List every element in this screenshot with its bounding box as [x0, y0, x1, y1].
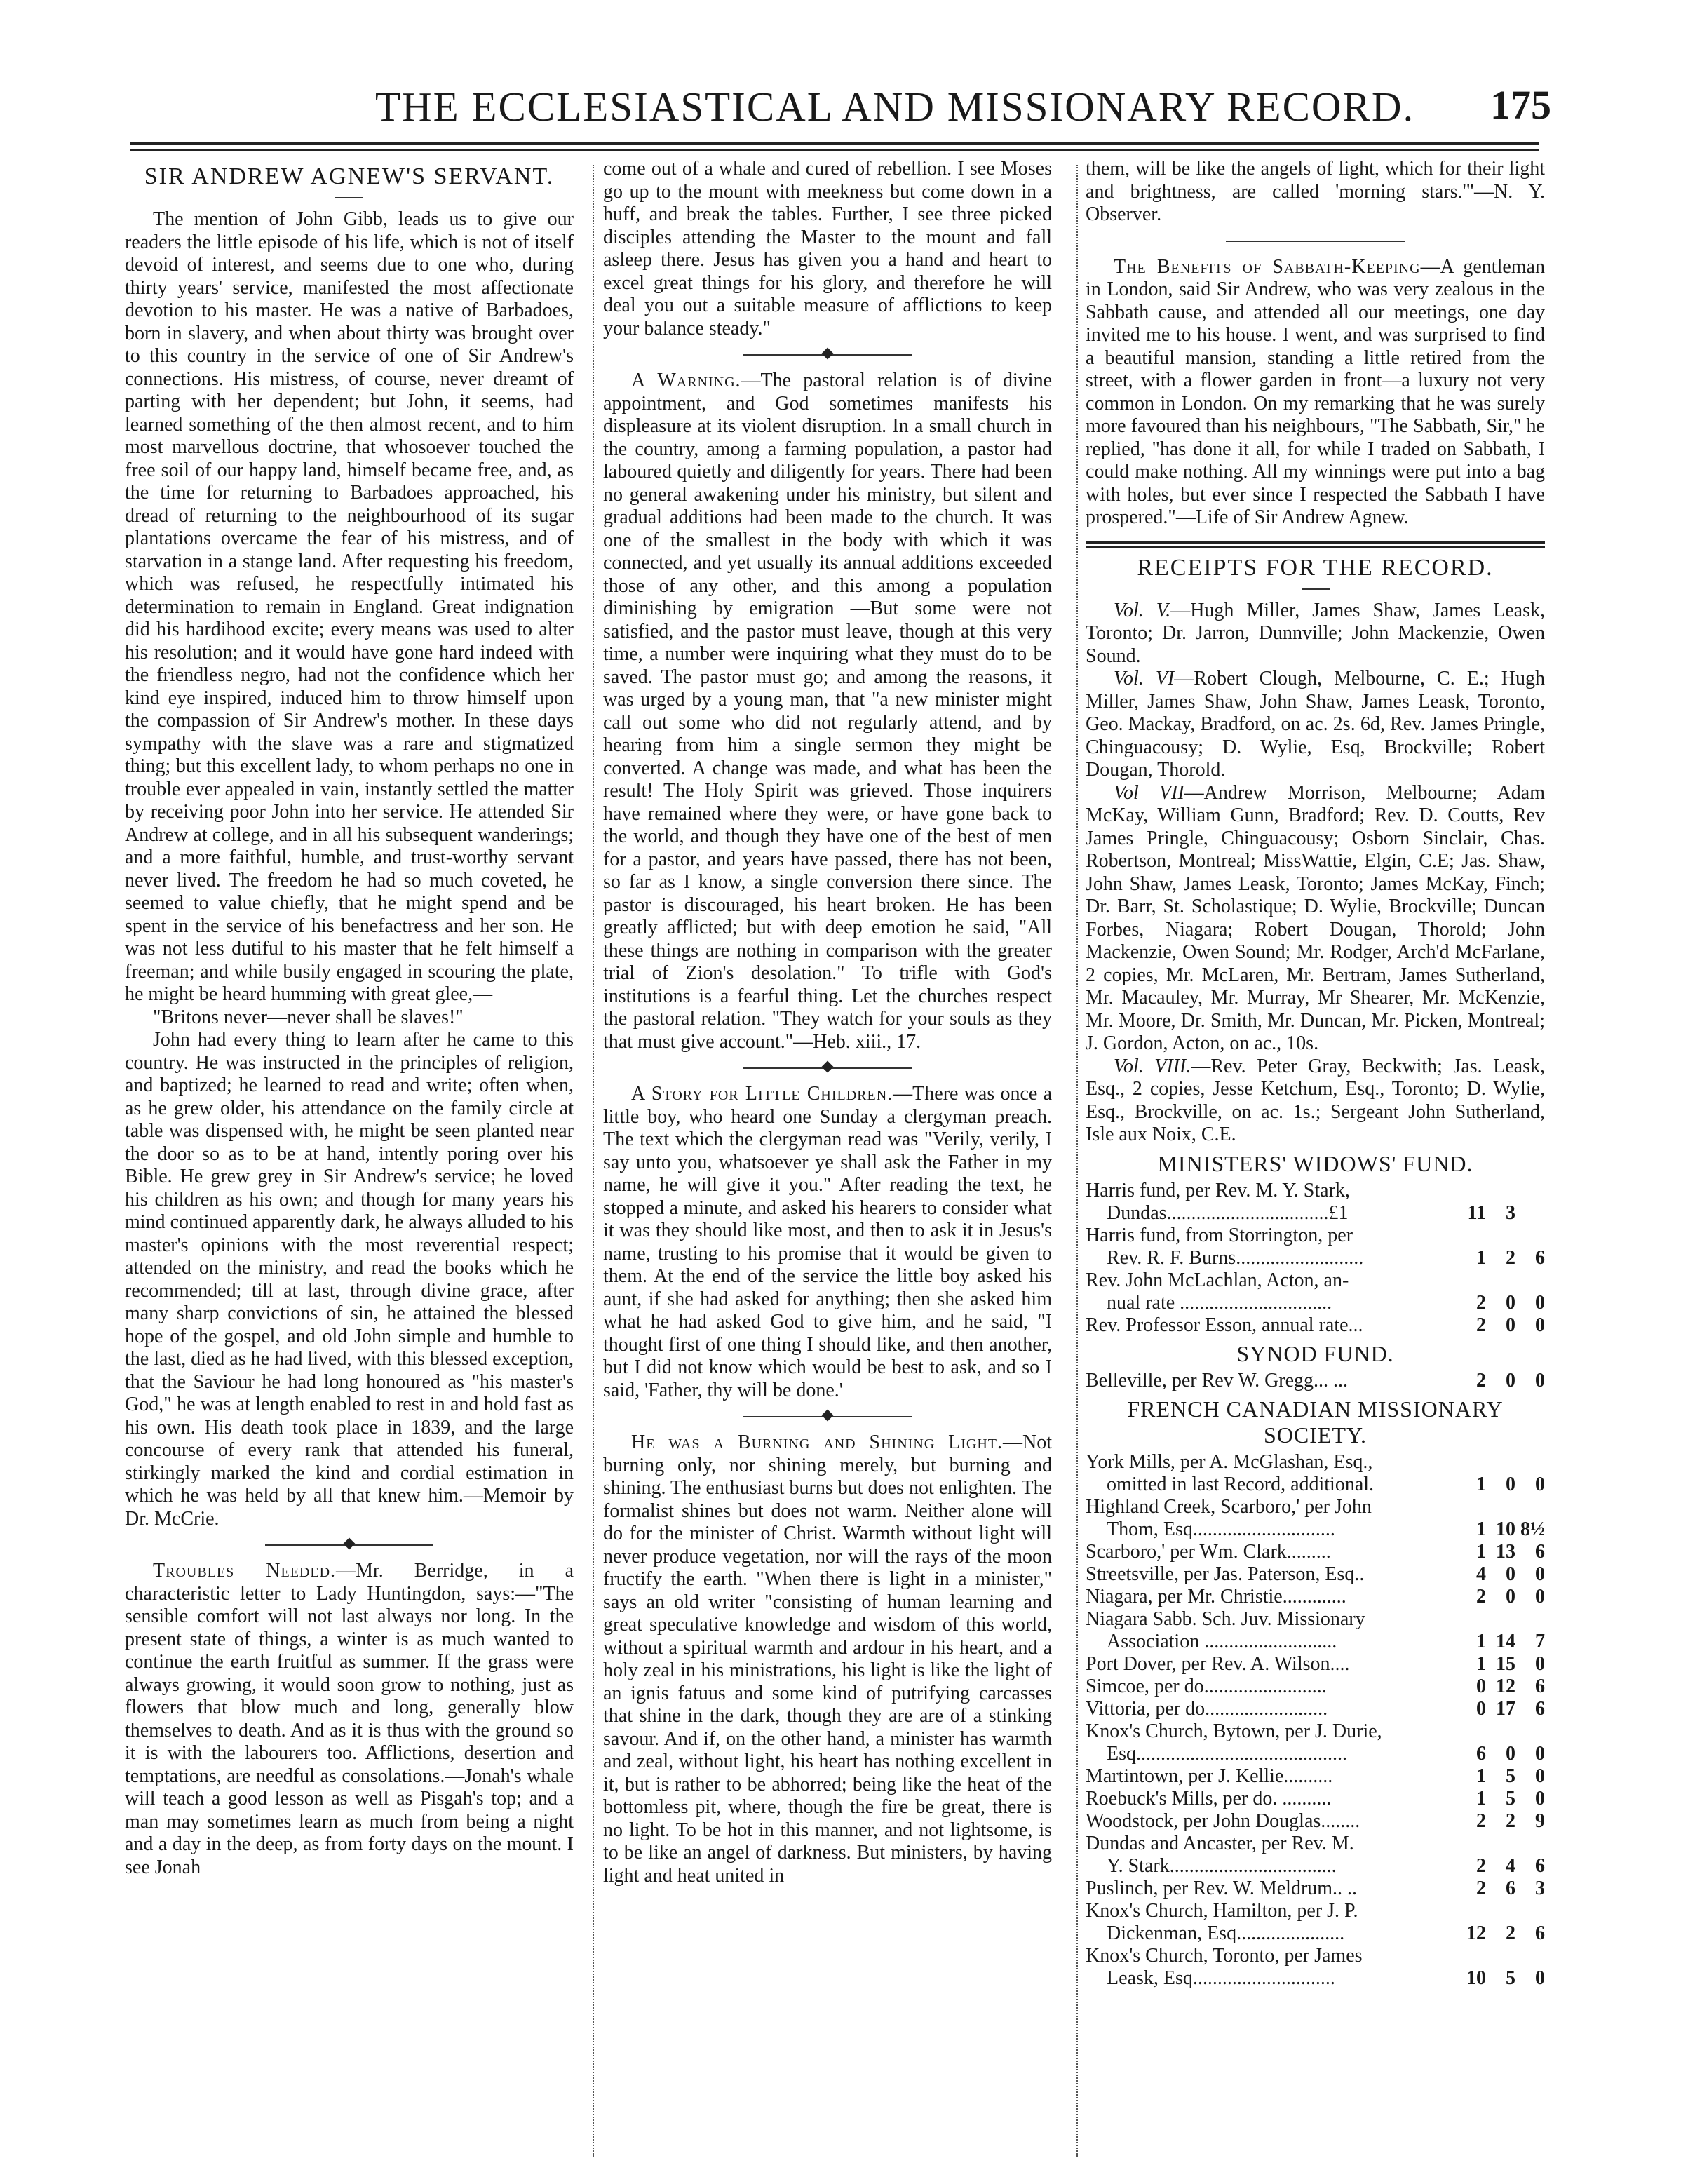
- amount-part: 1: [1476, 1765, 1486, 1787]
- fund-entry: [1086, 1269, 1545, 1292]
- amount-part: 6: [1535, 1697, 1545, 1720]
- amount-part: 6: [1506, 1877, 1515, 1899]
- amount-part: 10: [1496, 1518, 1515, 1540]
- entry-name: Knox's Church, Toronto, per James: [1086, 1944, 1363, 1967]
- entry-name: Thom, Esq.............................: [1107, 1518, 1335, 1540]
- entry-name: Roebuck's Mills, per do. ..........: [1086, 1787, 1332, 1809]
- entry-name: Streetsville, per Jas. Paterson, Esq..: [1086, 1563, 1365, 1585]
- fund-entry-continued: [1086, 1292, 1545, 1314]
- fund-entry: [1086, 1563, 1545, 1586]
- entry-amount: [1461, 1900, 1545, 1922]
- fund-heading: FRENCH CANADIAN MISSIONARY SOCIETY.: [1127, 1396, 1504, 1448]
- entry-amount: [1461, 1518, 1545, 1541]
- entry-name: Belleville, per Rev W. Gregg... ...: [1086, 1369, 1349, 1391]
- amount-part: 0: [1535, 1473, 1545, 1495]
- column-3: [1086, 158, 1545, 2164]
- heading-rule: [335, 197, 363, 198]
- entry-name: Harris fund, per Rev. M. Y. Stark,: [1086, 1179, 1350, 1201]
- section-separator: [603, 346, 1052, 364]
- amount-part: 12: [1496, 1675, 1515, 1697]
- article-paragraph: [603, 1083, 1052, 1402]
- article-paragraph: The mention of John Gibb, leads us to give our readers the little episode of his life, which is not of itself devoid of interest, and seems due to one who, during thirty years' service, manifested the most affectionate devotion to his master. He was a native of Barbadoes, born in slavery, and when about thirty was brought over to this country in the service of one of Sir Andrew's connections. His mistress, of course, never dreamt of parting with her dependent; but John, it seems, had learned something of the then almost recent, and to him most marvellous doctrine, that whosoever touched the free soil of our happy land, himself became free, and, as the time for returning to Barbadoes approached, his dread of returning to the neighbourhood of its sugar plantations overcame the fear of his mistress, and of starvation in a stange land. After requesting his freedom, which was refused, he respectfully intimated his determination to remain in England. Great indignation did his hardihood excite; every means was used to alter his resolution; and it would have gone hard indeed with the friendless negro, had not the confidence which her kind eye inspired, induced him to throw himself upon the compassion of Sir Andrew's mother. In these days sympathy with the slave was a rare and stigmatized thing; but this excellent lady, to whom perhaps no one in trouble ever appealed in vain, instantly settled the matter by receiving poor John into her service. He attended Sir Andrew at college, and in all his subsequent wanderings; and a more faithful, humble, and trust-worthy servant never lived. The freedom he had so much coveted, he seemed to value chiefly, that he might spend and be spent in the service of his benefactress and her son. He was not less dutiful to his master that he felt himself a freeman; and while busily engaged in scouring the plate, he might be heard humming with great glee,—: [125, 208, 574, 1005]
- column-divider: [1076, 165, 1078, 2157]
- amount-part: 6: [1535, 1246, 1545, 1269]
- amount-part: 1: [1476, 1787, 1486, 1809]
- entry-amount: [1461, 1788, 1545, 1810]
- entry-name: Vittoria, per do.........................: [1086, 1697, 1328, 1720]
- article-paragraph: [603, 1431, 1052, 1887]
- amount-part: 2: [1476, 1809, 1486, 1832]
- amount-part: 6: [1535, 1922, 1545, 1944]
- receipt-entry: [1086, 782, 1545, 1056]
- entry-amount: [1461, 1180, 1545, 1202]
- entry-amount: [1461, 1247, 1545, 1269]
- amount-part: [1520, 1202, 1545, 1225]
- amount-part: 1: [1476, 1652, 1486, 1675]
- fund-entry-continued: [1086, 1855, 1545, 1878]
- entry-name: Rev. Professor Esson, annual rate...: [1086, 1314, 1363, 1336]
- section-text: —A gentleman in London, said Sir Andrew, who was very zealous in the Sabbath cause, and attended all our meetings, one day invited me to his house. I went, and was surprised to find a beautiful mansion, standing a little retired from the street, with a flower garden in front—a luxury not very common in London. On my remarking that he was surely more favoured than his neighbours, "The Sabbath, Sir," he replied, "has done it all, for while I traded on Sabbath, I could make nothing. All my winnings were put into a bag with holes, but ever since I respected the Sabbath I have prospered."—Life of Sir Andrew Agnew.: [1086, 255, 1545, 528]
- section-separator: [603, 1059, 1052, 1077]
- receipt-volume: Vol. VIII.: [1114, 1055, 1191, 1077]
- article-paragraph: John had every thing to learn after he came to this country. He was instructed in the principles of religion, and baptized; he learned to read and write; often when, as he grew older, his attendance on the family circle at table was dispensed with, he might be seen planted near the door so as to be at hand, intently poring over his Bible. He grew grey in Sir Andrew's service; he loved his children as his own; and though for many years his mind continued apparently dark, he always alluded to his master's opinions with the most reverential respect; attended on the ministry, and read the books which he recommended; till at last, through divine grace, after many sharp convictions of sin, he attained the blessed hope of the gospel, and old John simple and humble to the last, died as he had lived, with this blessed exception, that the Saviour he had long honoured as "his master's God," he was at length enabled to rest in and hold fast as his own. His death took place in 1839, and the large concourse of every rank that attended his funeral, stirkingly marked the kind and cordial estimation in which he was held by all that knew him.—Memoir by Dr. McCrie.: [125, 1029, 574, 1530]
- entry-amount: [1461, 1474, 1545, 1496]
- page-number: 175: [1490, 82, 1551, 128]
- entry-amount: [1461, 1314, 1545, 1337]
- entry-amount: [1461, 1676, 1545, 1698]
- entry-amount: [1461, 1878, 1545, 1900]
- entry-amount: [1461, 1653, 1545, 1676]
- entry-amount: [1461, 1608, 1545, 1631]
- amount-part: 0: [1535, 1563, 1545, 1585]
- entry-amount: [1461, 1586, 1545, 1608]
- amount-part: 2: [1506, 1922, 1515, 1944]
- synod-fund-list: [1086, 1370, 1545, 1392]
- receipt-entry: [1086, 600, 1545, 668]
- article-paragraph: [125, 1560, 574, 1879]
- section-text: —The pastoral relation is of divine appointment, and God sometimes manifests his displeasure at its violent disruption. In a small church in the country, among a farming population, a pastor had laboured quietly and diligently for years. There had been no general awakening under his ministry, but silent and gradual additions had been made to the church. It was one of the smallest in the body with which it was connected, and yet usually its annual additions exceeded those of any other, and this among a population diminishing by emigration —But some were not satisfied, and the pastor must leave, though at this very time, a number were inquiring what they must do to be saved. The pastor must go; and among the reasons, it was urged by a young man, that "a new minister might call out some who did not regularly attend, and by hearing from him a single sermon they might be converted. A change was made, and what has been the result! The Holy Spirit was grieved. Those inquirers have remained where they were, or have gone back to the world, and though they have one of the best of men for a pastor, and years have passed, there has not been, so far as I know, a single conversion there since. The pastor is discouraged, his heart broken. He has been greatly afflicted; but with deep emotion he said, "All these things are nothing in comparison with the greater trial of Zion's desolation." To trifle with God's institutions is a fearful thing. Let the churches respect the pastoral relation. "They watch for your souls as they that must give account."—Heb. xiii., 17.: [603, 370, 1052, 1053]
- article-heading: SIR ANDREW AGNEW'S SERVANT.: [144, 163, 555, 189]
- entry-name: Y. Stark..................................: [1107, 1854, 1337, 1877]
- amount-part: 4: [1506, 1854, 1515, 1877]
- entry-name: York Mills, per A. McGlashan, Esq.,: [1086, 1450, 1373, 1473]
- entry-amount: [1461, 1269, 1545, 1292]
- header-rule: [130, 142, 1539, 151]
- fund-entry: [1086, 1833, 1545, 1855]
- section-text: —Mr. Berridge, in a characteristic letter to Lady Huntingdon, says:—"The sensible comfort will not last always nor long. In the present state of things, a winter is as much wanted to continue the earth fruitful as summer. If the grass were always growing, it would soon grow to nothing, just as flowers that blow much and long, generally blow themselves to death. And as it is thus with the ground so it is with the labourers too. Afflictions, desertion and temptations, are needful as consolations.—Jonah's whale will teach a good lesson as well as Pisgah's top; and a man may sometimes learn as much from being a night and a day in the deep, as from forty days on the mount. I see Jonah: [125, 1560, 574, 1878]
- amount-part: 2: [1476, 1314, 1486, 1336]
- amount-part: 14: [1496, 1630, 1515, 1652]
- amount-part: 0: [1535, 1585, 1545, 1607]
- section-separator: [1086, 232, 1545, 250]
- french-mission-list: [1086, 1451, 1545, 1990]
- fund-entry: [1086, 1765, 1545, 1788]
- receipt-volume: Vol. V.: [1114, 599, 1171, 621]
- amount-part: 6: [1476, 1742, 1486, 1765]
- section-separator: [603, 1408, 1052, 1426]
- entry-amount: [1461, 1945, 1545, 1967]
- entry-name: Dundas.................................£1: [1107, 1201, 1349, 1224]
- fund-entry-continued: [1086, 1247, 1545, 1269]
- fund-entry-continued: [1086, 1967, 1545, 1990]
- entry-name: Knox's Church, Hamilton, per J. P.: [1086, 1899, 1358, 1922]
- fund-entry: [1086, 1180, 1545, 1202]
- fund-entry: [1086, 1878, 1545, 1900]
- fund-entry-continued: [1086, 1631, 1545, 1653]
- amount-part: 0: [1506, 1291, 1515, 1314]
- entry-name: Woodstock, per John Douglas........: [1086, 1809, 1360, 1832]
- entry-amount: [1461, 1698, 1545, 1720]
- fund-entry: [1086, 1451, 1545, 1474]
- amount-part: 13: [1496, 1540, 1515, 1563]
- amount-part: 0: [1506, 1585, 1515, 1607]
- entry-amount: [1461, 1496, 1545, 1518]
- fund-entry-continued: [1086, 1518, 1545, 1541]
- entry-name: Port Dover, per Rev. A. Wilson....: [1086, 1652, 1350, 1675]
- entry-amount: [1461, 1765, 1545, 1788]
- receipt-volume: Vol VII: [1114, 781, 1184, 804]
- amount-part: 9: [1535, 1809, 1545, 1832]
- amount-part: 1: [1476, 1630, 1486, 1652]
- fund-entry-continued: [1086, 1922, 1545, 1945]
- entry-amount: [1461, 1720, 1545, 1743]
- entry-amount: [1461, 1292, 1545, 1314]
- entry-name: Puslinch, per Rev. W. Meldrum.. ..: [1086, 1877, 1358, 1899]
- amount-part: 0: [1506, 1473, 1515, 1495]
- amount-part: 2: [1476, 1291, 1486, 1314]
- amount-part: 0: [1506, 1314, 1515, 1336]
- amount-part: 3: [1535, 1877, 1545, 1899]
- fund-entry: [1086, 1676, 1545, 1698]
- column-divider: [593, 165, 594, 2157]
- amount-part: 12: [1466, 1922, 1486, 1944]
- entry-name: nual rate ...............................: [1107, 1291, 1332, 1314]
- fund-entry: [1086, 1900, 1545, 1922]
- entry-amount: [1461, 1833, 1545, 1855]
- amount-part: 10: [1466, 1967, 1486, 1989]
- entry-amount: [1461, 1810, 1545, 1833]
- entry-name: Simcoe, per do.........................: [1086, 1675, 1327, 1697]
- receipt-text: —Hugh Miller, James Shaw, James Leask, Toronto; Dr. Jarron, Dunnville; John Mackenzie, Owen Sound.: [1086, 599, 1545, 667]
- amount-part: 1: [1476, 1246, 1486, 1269]
- amount-part: 0: [1535, 1314, 1545, 1336]
- section-text: —Not burning only, nor shining merely, but burning and shining. The enthusiast burns but does not enlighten. The formalist shines but does not warm. Neither alone will do for the minister of Christ. Warmth without light will never produce vegetation, nor will the rays of the moon fructify the earth. "When there is light in a minister," says an old writer "consisting of human learning and great speculative knowledge and wisdom of this world, without a spiritual warmth and ardour in his heart, and a holy zeal in his ministrations, his light is like the light of an ignis fatuus and some kind of putrifying carcasses that shine in the dark, though they are are of a stinking savour. And if, on the other hand, a minister has warmth and zeal, without light, his heart has nothing excellent in it, but is rather to be abhorred; being like the heat of the bottomless pit, where, though the fire be great, there is no light. To be hot in this manner, and not lightsome, is to be like an angel of darkness. But ministers, by having light and heat united in: [603, 1431, 1052, 1887]
- fund-entry: [1086, 1496, 1545, 1518]
- fund-entry: [1086, 1720, 1545, 1743]
- amount-part: 5: [1506, 1967, 1515, 1989]
- amount-part: 0: [1535, 1787, 1545, 1809]
- widows-fund-list: [1086, 1180, 1545, 1337]
- article-quote: "Britons never—never shall be slaves!": [153, 1006, 464, 1028]
- amount-part: 2: [1506, 1246, 1515, 1269]
- amount-part: 0: [1535, 1742, 1545, 1765]
- amount-part: 0: [1535, 1765, 1545, 1787]
- entry-amount: [1461, 1202, 1545, 1225]
- amount-part: 6: [1535, 1675, 1545, 1697]
- entry-name: Knox's Church, Bytown, per J. Durie,: [1086, 1720, 1382, 1742]
- entry-name: Highland Creek, Scarboro,' per John: [1086, 1495, 1372, 1518]
- entry-amount: [1461, 1225, 1545, 1247]
- amount-part: 15: [1496, 1652, 1515, 1675]
- entry-amount: [1461, 1370, 1545, 1392]
- receipts-heading: RECEIPTS FOR THE RECORD.: [1137, 554, 1494, 581]
- entry-amount: [1461, 1541, 1545, 1563]
- fund-entry: [1086, 1698, 1545, 1720]
- entry-name: Dundas and Ancaster, per Rev. M.: [1086, 1832, 1354, 1854]
- receipt-text: —Andrew Morrison, Melbourne; Adam McKay, William Gunn, Bradford; Rev. D. Coutts, Rev James Pringle, Chinguacousy; Osborn Sinclair, Chas. Robertson, Montreal; MissWattie, Elgin, C.E; Jas. Shaw, John Shaw, James Leask, Toronto; James McKay, Finch; Dr. Barr, St. Scholastique; D. Wylie, Brockville; Duncan Forbes, Niagara; Robert Dougan, Thorold; John Mackenzie, Owen Sound; Mr. Rodger, Arch'd McFarlane, 2 copies, Mr. McLaren, Mr. Bertram, James Sutherland, Mr. Macauley, Mr. Murray, Mr Shearer, Mr. McKenzie, Mr. Moore, Dr. Smith, Mr. Duncan, Mr. Picken, Montreal; J. Gordon, Acton, on ac., 10s.: [1086, 781, 1545, 1054]
- column-1: [125, 158, 574, 2164]
- amount-part: 0: [1535, 1291, 1545, 1314]
- fund-entry: [1086, 1945, 1545, 1967]
- section-text: —There was once a little boy, who heard one Sunday a clergyman preach. The text which the clergyman read was "Verily, verily, I say unto you, whatsoever ye shall ask the Father in my name, he will give it you." After reading the text, he stopped a minute, and asked his hearers to consider what it was they should like most, and then to ask it in Jesus's name, trusting to his promise that it would be given to them. At the end of the service the little boy asked his aunt, if she had asked for anything; then she asked him what he had asked God to give him, and he said, "I thought first of one thing I should like, and then another, but I did not know which would be best to ask, and so I said, 'Father, thy will be done.': [603, 1083, 1052, 1401]
- section-title: Troubles Needed.: [153, 1560, 337, 1582]
- amount-part: 7: [1535, 1630, 1545, 1652]
- fund-entry: [1086, 1788, 1545, 1810]
- article-paragraph: come out of a whale and cured of rebellion. I see Moses go up to the mount with meekness but come down in a huff, and break the tables. Further, I see three picked disciples attending the Master to the mount and fall asleep there. Jesus has given you a hand and heart to excel great things for his glory, and therefore he will deal you out a suitable measure of afflictions to keep your balance steady.": [603, 158, 1052, 339]
- amount-part: 0: [1535, 1967, 1545, 1989]
- amount-part: 4: [1476, 1563, 1486, 1585]
- fund-heading: MINISTERS' WIDOWS' FUND.: [1157, 1150, 1473, 1176]
- fund-entry: [1086, 1653, 1545, 1676]
- amount-part: 2: [1476, 1877, 1486, 1899]
- entry-name: Niagara, per Mr. Christie.............: [1086, 1585, 1346, 1607]
- fund-entry-continued: [1086, 1474, 1545, 1496]
- entry-amount: [1461, 1922, 1545, 1945]
- fund-entry: [1086, 1541, 1545, 1563]
- entry-amount: [1461, 1743, 1545, 1765]
- receipt-volume: Vol. VI: [1114, 668, 1175, 689]
- amount-part: 3: [1506, 1201, 1515, 1224]
- amount-part: 6: [1535, 1540, 1545, 1563]
- entry-name: Niagara Sabb. Sch. Juv. Missionary: [1086, 1607, 1365, 1630]
- receipt-entry: [1086, 668, 1545, 782]
- masthead: [105, 77, 1550, 133]
- article-paragraph: [603, 370, 1052, 1053]
- amount-part: 6: [1535, 1854, 1545, 1877]
- entry-name: Rev. John McLachlan, Acton, an-: [1086, 1269, 1349, 1291]
- entry-amount: [1461, 1451, 1545, 1474]
- amount-part: 5: [1506, 1787, 1515, 1809]
- fund-entry: [1086, 1608, 1545, 1631]
- entry-name: Martintown, per J. Kellie..........: [1086, 1765, 1333, 1787]
- fund-entry-continued: [1086, 1202, 1545, 1225]
- article-paragraph: them, will be like the angels of light, which for their light and brightness, are called 'morning stars.'"—N. Y. Observer.: [1086, 158, 1545, 225]
- entry-name: Dickenman, Esq......................: [1107, 1922, 1345, 1944]
- amount-part: 8½: [1520, 1518, 1545, 1540]
- amount-part: 0: [1535, 1369, 1545, 1391]
- entry-name: Scarboro,' per Wm. Clark.........: [1086, 1540, 1331, 1563]
- heading-rule: [1302, 588, 1330, 590]
- amount-part: 1: [1476, 1518, 1486, 1540]
- fund-entry: [1086, 1586, 1545, 1608]
- receipt-entry: [1086, 1056, 1545, 1147]
- entry-name: Harris fund, from Storrington, per: [1086, 1224, 1353, 1246]
- section-rule: [1086, 541, 1545, 548]
- amount-part: 2: [1506, 1809, 1515, 1832]
- column-2: [603, 158, 1052, 2164]
- amount-part: 0: [1506, 1742, 1515, 1765]
- receipt-text: —Robert Clough, Melbourne, C. E.; Hugh Miller, James Shaw, John Shaw, James Leask, Toronto, Geo. Mackay, Bradford, on ac. 2s. 6d, Rev. James Pringle, Chinguacousy; D. Wylie, Esq, Brockville; Robert Dougan, Thorold.: [1086, 668, 1545, 781]
- amount-part: 2: [1476, 1585, 1486, 1607]
- masthead-title: THE ECCLESIASTICAL AND MISSIONARY RECORD.: [375, 83, 1415, 130]
- entry-amount: [1461, 1855, 1545, 1878]
- entry-amount: [1461, 1563, 1545, 1586]
- amount-part: 0: [1535, 1652, 1545, 1675]
- fund-entry: [1086, 1314, 1545, 1337]
- fund-heading: SYNOD FUND.: [1236, 1340, 1394, 1366]
- amount-part: 0: [1506, 1563, 1515, 1585]
- amount-part: 17: [1496, 1697, 1515, 1720]
- fund-entry-continued: [1086, 1743, 1545, 1765]
- section-title: He was a Burning and Shining Light.: [631, 1431, 1003, 1453]
- entry-name: Association ...........................: [1107, 1630, 1337, 1652]
- amount-part: 2: [1476, 1854, 1486, 1877]
- fund-entry: [1086, 1225, 1545, 1247]
- amount-part: 0: [1476, 1675, 1486, 1697]
- amount-part: 1: [1476, 1473, 1486, 1495]
- section-title: The Benefits of Sabbath-Keeping: [1114, 255, 1421, 278]
- entry-name: Rev. R. F. Burns..........................: [1107, 1246, 1364, 1269]
- amount-part: 11: [1467, 1201, 1486, 1224]
- amount-part: 0: [1506, 1369, 1515, 1391]
- amount-part: 1: [1476, 1540, 1486, 1563]
- receipt-text: —Rev. Peter Gray, Beckwith; Jas. Leask, Esq., 2 copies, Jesse Ketchum, Esq., Toronto; D. Wylie, Esq., Brockville, on ac. 1s.; Sergeant John Sutherland, Isle aux Noix, C.E.: [1086, 1055, 1545, 1145]
- entry-name: Leask, Esq.............................: [1107, 1967, 1335, 1989]
- section-title: A Warning.: [631, 370, 741, 391]
- section-title: A Story for Little Children.: [631, 1083, 893, 1105]
- entry-name: omitted in last Record, additional.: [1107, 1473, 1375, 1495]
- amount-part: 5: [1506, 1765, 1515, 1787]
- entry-amount: [1461, 1631, 1545, 1653]
- amount-part: 2: [1476, 1369, 1486, 1391]
- entry-name: Esq...........................................: [1107, 1742, 1347, 1765]
- entry-amount: [1461, 1967, 1545, 1990]
- article-paragraph: [1086, 256, 1545, 530]
- amount-part: 0: [1476, 1697, 1486, 1720]
- section-separator: [125, 1536, 574, 1554]
- fund-entry: [1086, 1810, 1545, 1833]
- fund-entry: [1086, 1370, 1545, 1392]
